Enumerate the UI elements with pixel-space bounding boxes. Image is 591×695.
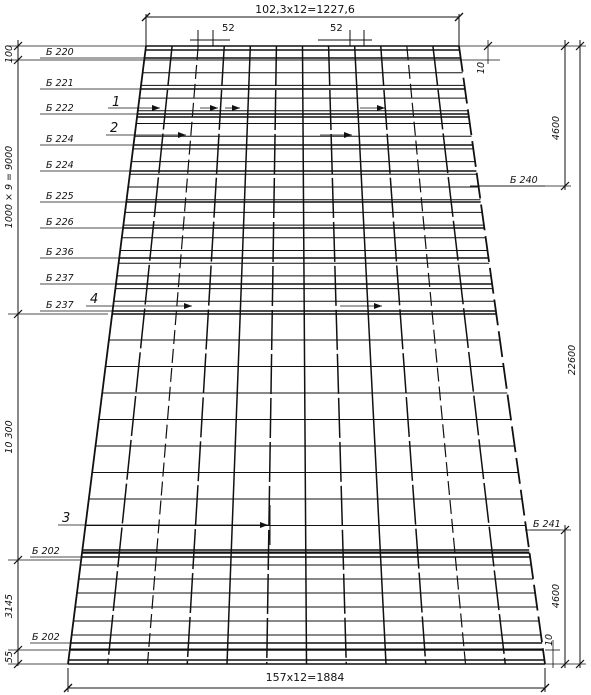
- longitudinal-bar: [267, 46, 277, 664]
- right-small-top-text: 10: [476, 61, 487, 75]
- beam-label: Б 202: [32, 546, 60, 557]
- callout-number: 1: [112, 95, 121, 110]
- beam-label: Б 226: [46, 217, 74, 228]
- longitudinal-bar: [303, 46, 307, 664]
- spacing-text-right: 52: [330, 23, 343, 34]
- longitudinal-bar: [187, 46, 224, 664]
- right-top-text: 4600: [551, 115, 562, 141]
- beam-label: Б 224: [46, 160, 74, 171]
- spacing-text-left: 52: [222, 23, 235, 34]
- grating-grid: [68, 46, 545, 664]
- callout-number: 2: [110, 121, 119, 136]
- right-small-bottom-text: 10: [544, 633, 555, 647]
- longitudinal-bar: [148, 46, 199, 664]
- bottom-dimension-text: 157x12=1884: [265, 671, 345, 684]
- left-dimension-text-1: 1000 × 9 = 9000: [4, 145, 15, 229]
- left-dimension-text-3: 3145: [4, 593, 15, 619]
- bottom-dimension: [64, 668, 549, 692]
- beam-label: Б 224: [46, 134, 74, 145]
- right-total-text: 22600: [567, 344, 578, 376]
- beam-label: Б 220: [46, 47, 74, 58]
- callout-3: [58, 505, 270, 545]
- spacing-dimension-right: [318, 23, 372, 46]
- beam-label: Б 237: [46, 300, 74, 311]
- beam-label: Б 202: [32, 632, 60, 643]
- grid-edge-right: [459, 46, 545, 664]
- grid-edge-left: [68, 46, 146, 664]
- offset-bottom-text: 55: [4, 650, 15, 664]
- longitudinal-bar: [355, 46, 386, 664]
- beam-label: Б 237: [46, 273, 74, 284]
- left-dimension-text-2: 10 300: [4, 420, 15, 454]
- longitudinal-bar: [108, 46, 172, 664]
- callout-1: [108, 95, 385, 110]
- longitudinal-bar: [227, 46, 250, 664]
- callout-4: [86, 292, 382, 307]
- beam-label: Б 225: [46, 191, 74, 202]
- beam-label: Б 221: [46, 78, 74, 89]
- right-bottom-text: 4600: [551, 583, 562, 609]
- beam-label-right: Б 240: [510, 175, 538, 186]
- callout-number: 3: [62, 511, 71, 526]
- offset-top-text: 100: [4, 44, 15, 64]
- top-dimension-text: 102,3x12=1227,6: [255, 3, 355, 16]
- spacing-dimension-left: [190, 23, 235, 46]
- longitudinal-bar: [381, 46, 426, 664]
- beam-label: Б 236: [46, 247, 74, 258]
- beam-label-right: Б 241: [533, 519, 561, 530]
- callout-number: 4: [90, 292, 99, 307]
- longitudinal-bar: [407, 46, 466, 664]
- beam-label: Б 222: [46, 103, 74, 114]
- right-dimension-chain: [459, 40, 586, 668]
- longitudinal-bar: [433, 46, 505, 664]
- longitudinal-bar: [329, 46, 347, 664]
- left-dimension-chain: [4, 40, 146, 668]
